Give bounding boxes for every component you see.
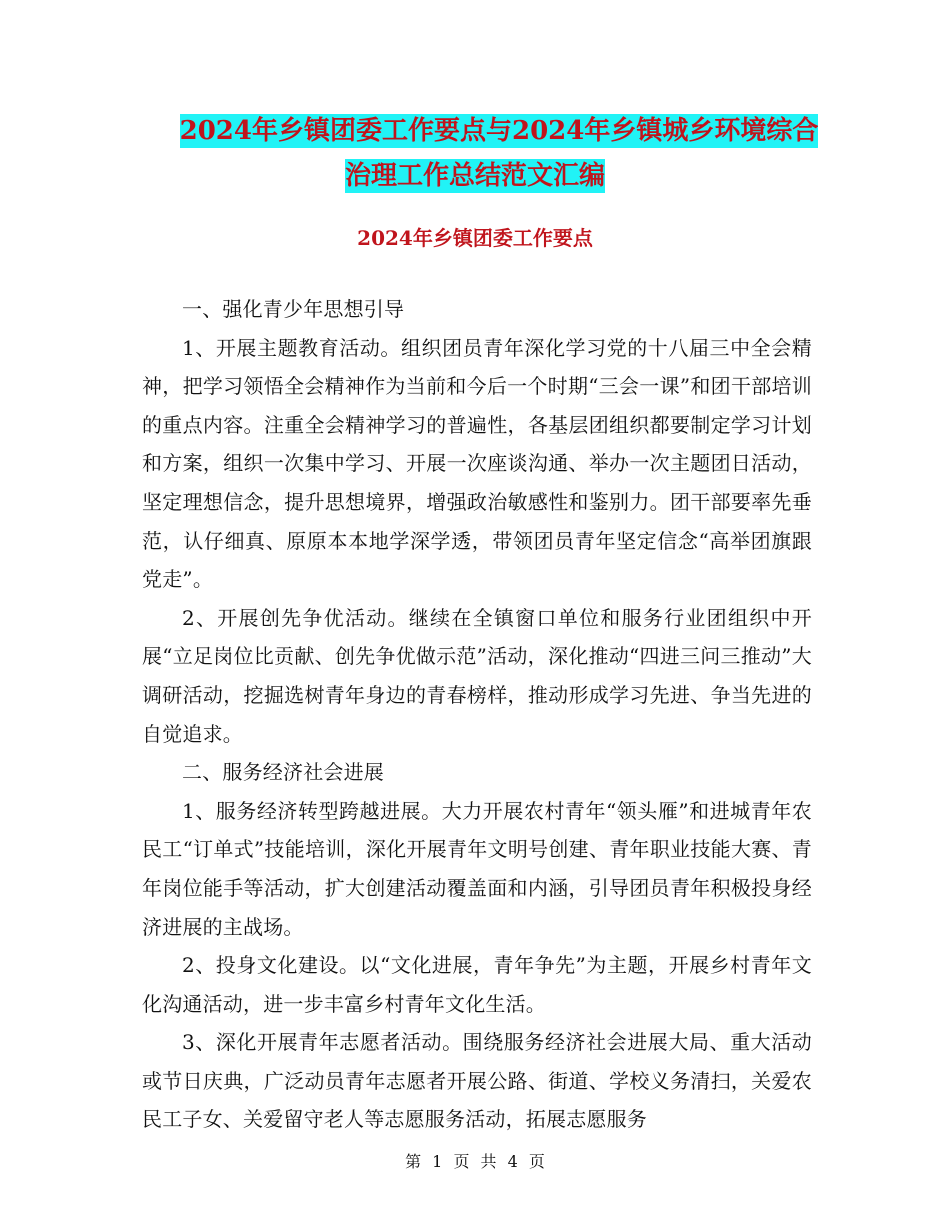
paragraph: 1、服务经济转型跨越进展。大力开展农村青年“领头雁”和进城青年农民工“订单式”技能培训，深化开展青年文明号创建、青年职业技能大赛、青年岗位能手等活动，扩大创建活动覆盖面和内涵，引导团员青年积极投身经济进展的主战场。 [142, 798, 812, 939]
section-heading: 2024年乡镇团委工作要点 [357, 226, 593, 250]
paragraph: 2、投身文化建设。以“文化进展，青年争先”为主题，开展乡村青年文化沟通活动，进一步丰富乡村青年文化生活。 [142, 953, 812, 1016]
page-number-footer: 第 1 页 共 4 页 [405, 1152, 545, 1171]
paragraph: 1、开展主题教育活动。组织团员青年深化学习党的十八届三中全会精神，把学习领悟全会精神作为当前和今后一个时期“三会一课”和团干部培训的重点内容。注重全会精神学习的普遍性，各基层团组织都要制定学习计划和方案，组织一次集中学习、开展一次座谈沟通、举办一次主题团日活动，坚定理想信念，提升思想境界，增强政治敏感性和鉴别力。团干部要率先垂范，认仔细真、原原本本地学深学透，带领团员青年坚定信念“高举团旗跟党走”。 [142, 335, 812, 592]
document-title-text-1: 2024年乡镇团委工作要点与2024年乡镇城乡环境综合 [179, 116, 819, 146]
document-title-text-2: 治理工作总结范文汇编 [344, 161, 605, 191]
document-body [142, 290, 812, 1139]
paragraph: 3、深化开展青年志愿者活动。围绕服务经济社会进展大局、重大活动或节日庆典，广泛动员青年志愿者开展公路、街道、学校义务清扫，关爱农民工子女、关爱留守老人等志愿服务活动，拓展志愿服务 [142, 1030, 812, 1132]
document-title-line-1 [24, 108, 950, 154]
paragraph-heading-2: 二、服务经济社会进展 [182, 760, 384, 785]
paragraph: 2、开展创先争优活动。继续在全镇窗口单位和服务行业团组织中开展“立足岗位比贡献、创先争优做示范”活动，深化推动“四进三问三推动”大调研活动，挖掘选树青年身边的青春榜样，推动形成学习先进、争当先进的自觉追求。 [142, 605, 812, 746]
paragraph-heading-1: 一、强化青少年思想引导 [182, 297, 405, 321]
document-title-line-2 [0, 153, 950, 199]
